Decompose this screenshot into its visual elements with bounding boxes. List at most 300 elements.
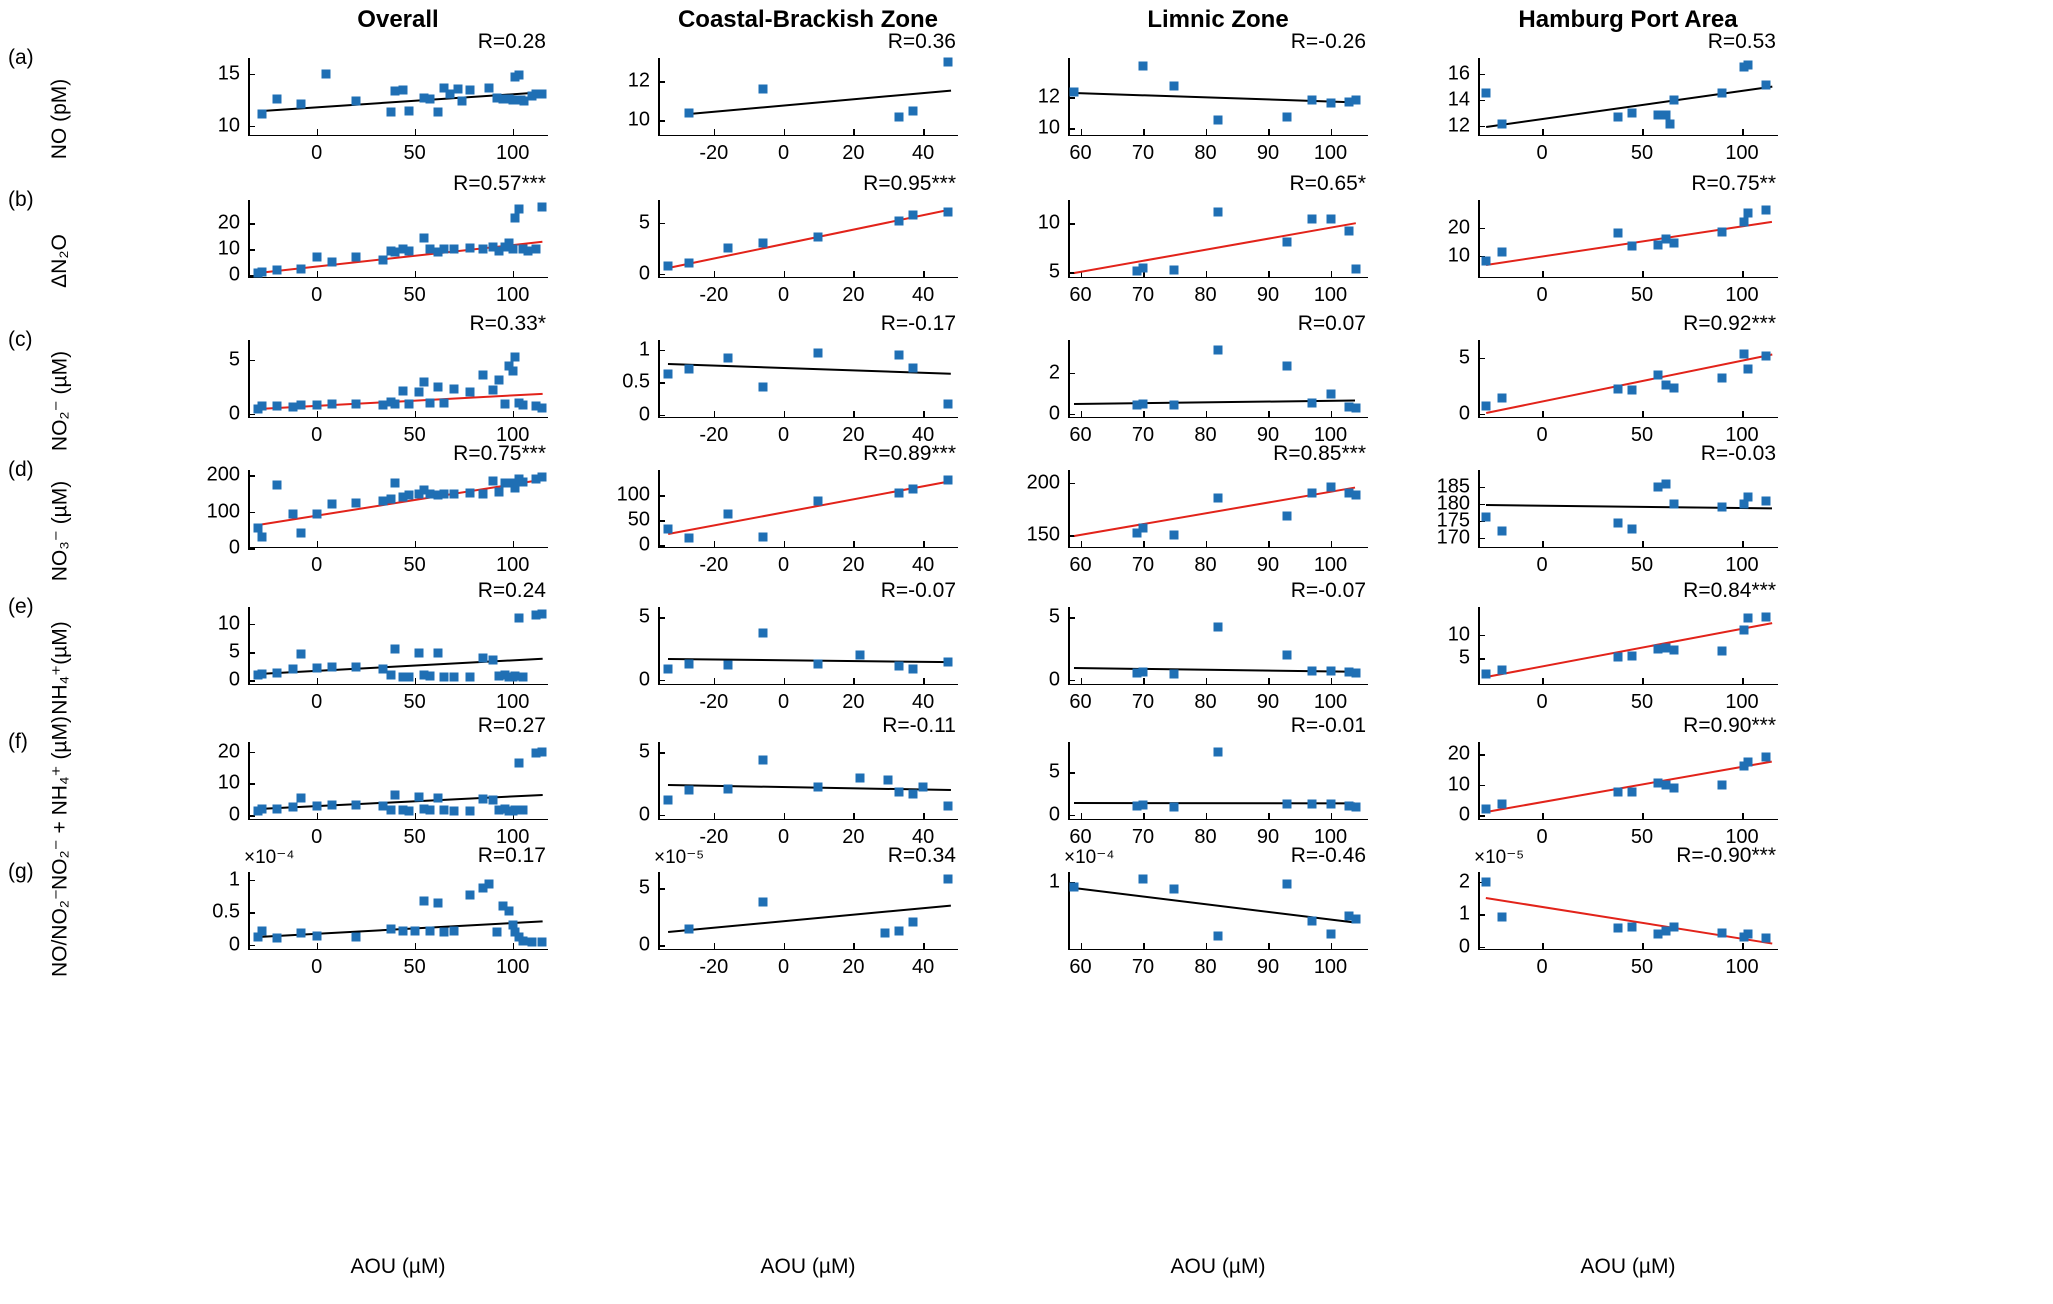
data-point <box>257 926 266 935</box>
column-title-1: Overall <box>357 6 439 33</box>
y-axis-line <box>658 200 660 278</box>
y-tick-label: 5 <box>638 605 650 628</box>
data-point <box>1762 933 1771 942</box>
data-point <box>404 807 413 816</box>
data-point <box>508 245 517 254</box>
x-tick-label: 80 <box>1194 424 1217 446</box>
data-point <box>685 258 694 267</box>
x-tick <box>1081 813 1083 820</box>
x-tick-label: 100 <box>1313 424 1348 446</box>
x-tick <box>1143 678 1145 685</box>
y-tick-label: 10 <box>217 114 240 137</box>
data-point <box>1326 99 1335 108</box>
x-tick <box>513 271 515 278</box>
x-tick-label: 100 <box>1725 691 1759 713</box>
data-point <box>514 758 523 767</box>
x-tick <box>317 271 319 278</box>
plot-area <box>248 470 548 548</box>
x-tick-label: 100 <box>1313 284 1348 306</box>
data-point <box>894 788 903 797</box>
data-point <box>440 245 449 254</box>
data-point <box>508 367 517 376</box>
x-tick <box>853 411 855 418</box>
y-tick <box>1478 74 1485 76</box>
data-point <box>479 795 488 804</box>
data-point <box>312 664 321 673</box>
y-tick-label: 0.5 <box>212 900 240 923</box>
x-tick-label: 40 <box>911 554 935 576</box>
x-tick-label: 0 <box>1536 554 1548 576</box>
data-point <box>510 214 519 223</box>
y-tick-label: 0 <box>1048 402 1060 425</box>
x-tick <box>415 943 417 950</box>
x-tick-label: 0 <box>1536 142 1548 164</box>
x-tick-label: 0 <box>311 691 323 713</box>
x-tick <box>1206 271 1208 278</box>
x-tick <box>784 129 786 136</box>
x-tick-label: 80 <box>1194 284 1217 306</box>
data-point <box>685 659 694 668</box>
y-tick-label: 5 <box>1048 260 1060 283</box>
data-point <box>880 928 889 937</box>
y-tick-label: 1 <box>228 868 240 891</box>
data-point <box>1762 753 1771 762</box>
correlation-annotation-g-overall: R=0.17 <box>477 844 546 867</box>
column-title-2: Coastal-Brackish Zone <box>677 6 939 33</box>
x-axis-line <box>658 135 958 137</box>
data-point <box>814 349 823 358</box>
data-point <box>426 926 435 935</box>
data-point <box>1307 398 1316 407</box>
data-point <box>457 96 466 105</box>
y-axis-line <box>1068 742 1070 820</box>
x-tick-label: 0 <box>1536 826 1548 848</box>
y-tick-label: 14 <box>1447 88 1470 111</box>
y-tick <box>248 624 255 626</box>
x-axis-line <box>1068 949 1368 951</box>
y-tick <box>248 752 255 754</box>
x-tick-label: -20 <box>699 284 729 306</box>
x-tick <box>714 271 716 278</box>
data-point <box>1718 646 1727 655</box>
data-point <box>1351 265 1360 274</box>
x-tick <box>1206 129 1208 136</box>
x-tick <box>1268 271 1270 278</box>
data-point <box>1666 120 1675 129</box>
plot-area <box>658 742 958 820</box>
y-tick-label: 10 <box>217 612 240 635</box>
x-tick-label: 60 <box>1069 691 1092 713</box>
scatter-panel-a-coastal <box>658 58 958 136</box>
row-tag-5: (e) <box>8 595 34 618</box>
data-point <box>1762 351 1771 360</box>
y-axis-line <box>248 58 250 136</box>
data-point <box>685 365 694 374</box>
y-tick <box>248 783 255 785</box>
data-point <box>908 211 917 220</box>
data-point <box>1762 205 1771 214</box>
x-tick <box>784 813 786 820</box>
data-point <box>328 801 337 810</box>
data-point <box>1498 120 1507 129</box>
y-tick <box>248 945 255 947</box>
y-tick-label: 0 <box>638 933 650 956</box>
x-tick-label: 20 <box>842 691 865 713</box>
data-point <box>1170 669 1179 678</box>
plot-area <box>658 607 958 685</box>
y-tick <box>1478 815 1485 817</box>
data-point <box>894 216 903 225</box>
regression-line <box>1486 897 1772 944</box>
y-tick-label: 10 <box>1447 244 1470 267</box>
x-tick-label: -20 <box>699 142 729 164</box>
data-point <box>434 649 443 658</box>
x-tick-label: 0 <box>311 284 323 306</box>
data-point <box>387 671 396 680</box>
x-tick <box>1742 678 1744 685</box>
x-tick-label: 40 <box>911 424 935 446</box>
data-point <box>1282 650 1291 659</box>
data-point <box>434 108 443 117</box>
x-tick-label: 50 <box>1630 424 1654 446</box>
data-point <box>257 110 266 119</box>
x-tick-label: 50 <box>1630 284 1654 306</box>
x-tick-label: 50 <box>1630 554 1654 576</box>
data-point <box>404 399 413 408</box>
data-point <box>685 108 694 117</box>
data-point <box>758 629 767 638</box>
x-tick-label: 90 <box>1256 956 1280 978</box>
data-point <box>328 663 337 672</box>
data-point <box>391 645 400 654</box>
plot-area <box>1068 200 1368 278</box>
data-point <box>814 232 823 241</box>
y-axis-line <box>1068 200 1070 278</box>
data-point <box>943 802 952 811</box>
y-tick <box>1068 414 1075 416</box>
data-point <box>387 108 396 117</box>
plot-area <box>1068 58 1368 136</box>
y-tick-label: 0 <box>228 933 240 956</box>
y-tick-label: 0 <box>638 403 650 426</box>
y-tick <box>658 120 665 122</box>
x-tick <box>1143 411 1145 418</box>
y-tick <box>1478 914 1485 916</box>
data-point <box>1718 228 1727 237</box>
y-tick <box>1478 635 1485 637</box>
correlation-annotation-e-limnic: R=-0.07 <box>1290 579 1366 602</box>
data-point <box>664 525 673 534</box>
x-tick <box>853 271 855 278</box>
data-point <box>908 106 917 115</box>
correlation-annotation-f-limnic: R=-0.01 <box>1290 714 1366 737</box>
data-point <box>510 353 519 362</box>
data-point <box>894 488 903 497</box>
data-point <box>1282 361 1291 370</box>
column-title-3: Limnic Zone <box>1147 6 1289 33</box>
correlation-annotation-a-coastal: R=0.36 <box>887 30 956 53</box>
x-tick <box>415 678 417 685</box>
y-tick <box>248 74 255 76</box>
y-tick <box>658 415 665 417</box>
y-tick-label: 100 <box>206 500 240 523</box>
data-point <box>273 804 282 813</box>
x-tick <box>714 813 716 820</box>
data-point <box>908 363 917 372</box>
x-tick-label: 70 <box>1131 956 1155 978</box>
y-tick <box>1068 373 1075 375</box>
plot-area <box>658 200 958 278</box>
y-tick-label: 0 <box>228 536 240 559</box>
data-point <box>1762 613 1771 622</box>
data-point <box>296 401 305 410</box>
data-point <box>420 378 429 387</box>
plot-area <box>1068 607 1368 685</box>
x-tick-label: 100 <box>496 826 530 848</box>
x-tick <box>1742 541 1744 548</box>
data-point <box>1670 923 1679 932</box>
x-tick <box>853 541 855 548</box>
x-tick <box>1331 813 1333 820</box>
regression-line <box>1074 222 1356 274</box>
x-tick <box>1331 271 1333 278</box>
x-tick-label: 0 <box>778 142 790 164</box>
data-point <box>1282 237 1291 246</box>
data-point <box>312 401 321 410</box>
x-tick-label: 90 <box>1256 142 1280 164</box>
data-point <box>485 880 494 889</box>
x-tick <box>923 541 925 548</box>
scatter-panel-e-overall <box>248 607 548 685</box>
x-tick-label: 50 <box>403 554 426 576</box>
data-point <box>465 488 474 497</box>
data-point <box>685 785 694 794</box>
x-tick <box>714 129 716 136</box>
x-tick-label: 100 <box>1313 554 1348 576</box>
y-tick <box>248 223 255 225</box>
data-point <box>1139 61 1148 70</box>
correlation-annotation-b-overall: R=0.57*** <box>453 172 546 195</box>
x-tick <box>1642 541 1644 548</box>
data-point <box>404 491 413 500</box>
x-tick-label: 20 <box>842 826 865 848</box>
data-point <box>440 806 449 815</box>
x-tick <box>784 943 786 950</box>
y-tick-label: 50 <box>627 508 650 531</box>
data-point <box>723 660 732 669</box>
x-tick-label: 90 <box>1256 284 1280 306</box>
data-point <box>1762 496 1771 505</box>
y-axis-line <box>658 340 660 418</box>
data-point <box>296 529 305 538</box>
data-point <box>908 664 917 673</box>
row-ylabel-5: NH₄⁺(µM) <box>48 621 72 715</box>
scatter-panel-b-coastal <box>658 200 958 278</box>
y-tick-label: 180 <box>1436 492 1470 515</box>
data-point <box>449 807 458 816</box>
y-tick-label: 15 <box>217 62 240 85</box>
data-point <box>814 497 823 506</box>
plot-area <box>248 872 548 950</box>
data-point <box>1326 930 1335 939</box>
plot-area <box>1068 340 1368 418</box>
data-point <box>518 401 527 410</box>
y-tick <box>658 945 665 947</box>
x-tick-label: 60 <box>1069 554 1092 576</box>
x-tick <box>317 943 319 950</box>
data-point <box>1740 218 1749 227</box>
scatter-panel-a-limnic <box>1068 58 1368 136</box>
x-tick-label: 100 <box>1725 424 1759 446</box>
data-point <box>465 673 474 682</box>
x-tick-label: 70 <box>1131 691 1155 713</box>
y-tick <box>658 350 665 352</box>
y-tick <box>658 815 665 817</box>
y-tick <box>1068 223 1075 225</box>
x-tick <box>415 411 417 418</box>
data-point <box>538 404 547 413</box>
data-point <box>500 399 509 408</box>
x-tick <box>1742 813 1744 820</box>
x-tick <box>415 813 417 820</box>
data-point <box>814 659 823 668</box>
data-point <box>1662 479 1671 488</box>
x-tick-label: 100 <box>1313 691 1348 713</box>
x-tick <box>1081 678 1083 685</box>
x-tick-label: 0 <box>778 424 790 446</box>
data-point <box>296 793 305 802</box>
x-tick-label: 70 <box>1131 142 1155 164</box>
data-point <box>514 614 523 623</box>
data-point <box>414 649 423 658</box>
y-tick <box>248 360 255 362</box>
correlation-annotation-c-overall: R=0.33* <box>469 312 546 335</box>
scatter-panel-c-hamburg <box>1478 340 1778 418</box>
data-point <box>1718 929 1727 938</box>
x-axis-line <box>248 417 548 419</box>
x-axis-line <box>658 417 958 419</box>
data-point <box>426 671 435 680</box>
row-tag-1: (a) <box>8 46 34 69</box>
data-point <box>894 926 903 935</box>
x-tick <box>1206 678 1208 685</box>
x-tick-label: 100 <box>496 554 530 576</box>
y-axis-line <box>1478 200 1480 278</box>
scatter-panel-c-overall <box>248 340 548 418</box>
y-tick-label: 0.5 <box>622 370 650 393</box>
data-point <box>1718 89 1727 98</box>
data-point <box>257 669 266 678</box>
x-tick <box>784 678 786 685</box>
x-tick-label: 100 <box>1313 956 1348 978</box>
y-tick <box>248 680 255 682</box>
data-point <box>1282 799 1291 808</box>
data-point <box>943 399 952 408</box>
correlation-annotation-c-limnic: R=0.07 <box>1297 312 1366 335</box>
data-point <box>465 86 474 95</box>
x-tick <box>1642 271 1644 278</box>
x-tick-label: 0 <box>1536 691 1548 713</box>
data-point <box>453 85 462 94</box>
y-tick <box>658 680 665 682</box>
data-point <box>322 69 331 78</box>
correlation-annotation-e-overall: R=0.24 <box>477 579 546 602</box>
data-point <box>1307 96 1316 105</box>
correlation-annotation-g-hamburg: R=-0.90*** <box>1676 844 1776 867</box>
y-axis-line <box>248 872 250 950</box>
scatter-panel-g-limnic <box>1068 872 1368 950</box>
x-axis-line <box>1478 135 1778 137</box>
y-axis-line <box>248 742 250 820</box>
y-tick-label: 100 <box>616 483 650 506</box>
x-tick <box>714 411 716 418</box>
x-tick-label: -20 <box>699 956 729 978</box>
y-tick-label: 12 <box>1037 85 1060 108</box>
data-point <box>494 376 503 385</box>
x-tick-label: 50 <box>403 826 426 848</box>
y-tick-label: 12 <box>1447 114 1470 137</box>
row-tag-6: (f) <box>8 730 28 753</box>
x-tick <box>1143 943 1145 950</box>
x-tick-label: 0 <box>778 826 790 848</box>
data-point <box>257 267 266 276</box>
y-tick-label: 5 <box>1458 646 1470 669</box>
data-point <box>257 402 266 411</box>
x-tick-label: 100 <box>1725 142 1759 164</box>
x-tick <box>923 271 925 278</box>
data-point <box>1628 651 1637 660</box>
data-point <box>1307 799 1316 808</box>
plot-area <box>1478 58 1778 136</box>
y-axis-line <box>658 607 660 685</box>
x-tick <box>513 129 515 136</box>
data-point <box>296 264 305 273</box>
data-point <box>685 925 694 934</box>
data-point <box>1351 802 1360 811</box>
x-tick-label: 80 <box>1194 554 1217 576</box>
y-tick <box>1068 815 1075 817</box>
data-point <box>257 805 266 814</box>
data-point <box>426 94 435 103</box>
data-point <box>273 266 282 275</box>
y-tick <box>658 520 665 522</box>
x-tick <box>1542 129 1544 136</box>
data-point <box>1307 489 1316 498</box>
correlation-annotation-a-overall: R=0.28 <box>477 30 546 53</box>
x-tick <box>853 129 855 136</box>
x-tick-label: 20 <box>842 284 865 306</box>
data-point <box>1139 668 1148 677</box>
data-point <box>312 509 321 518</box>
x-tick-label: 40 <box>911 142 935 164</box>
data-point <box>1670 95 1679 104</box>
scatter-panel-c-limnic <box>1068 340 1368 418</box>
data-point <box>351 662 360 671</box>
row-ylabel-1: NO (pM) <box>48 78 71 160</box>
x-tick-label: 90 <box>1256 691 1280 713</box>
data-point <box>1326 390 1335 399</box>
data-point <box>328 500 337 509</box>
data-point <box>485 84 494 93</box>
data-point <box>685 533 694 542</box>
data-point <box>426 398 435 407</box>
x-tick-label: -20 <box>699 826 729 848</box>
data-point <box>943 57 952 66</box>
x-tick <box>1542 541 1544 548</box>
y-tick-label: 20 <box>1447 216 1470 239</box>
x-tick <box>784 541 786 548</box>
x-tick-label: 50 <box>403 424 426 446</box>
